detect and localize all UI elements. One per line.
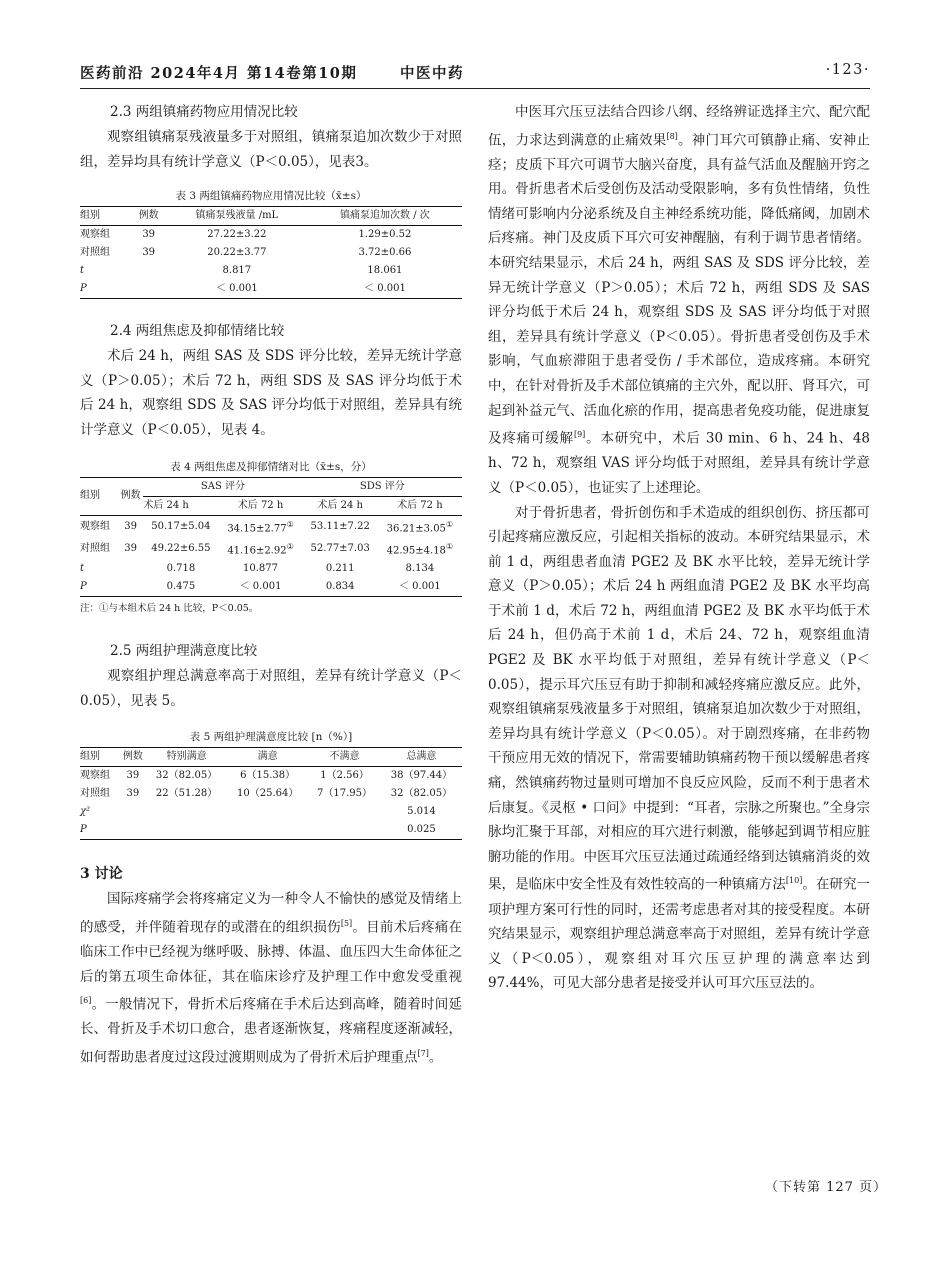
text-run: 。目前术后疼痛在临床工作中已经视为继呼吸、脉搏、体温、血压四大生命体征之后的第五项生命体征，其在临床诊疗及护理工作中愈发受重视 [80, 919, 463, 985]
citation-8: [8] [666, 131, 678, 141]
table-cell: 对照组 [80, 543, 110, 555]
table-cell [308, 803, 381, 821]
table-cell [227, 821, 308, 840]
section-2-4-title: 2.4 两组焦虑及抑郁情绪比较 [110, 323, 285, 340]
text-run: 国际疼痛学会将疼痛定义为一种令人不愉快的感觉及情绪上的感受，并伴随着现存的或潜在的组织损伤 [80, 891, 462, 936]
citation-9: [9] [573, 430, 586, 440]
discussion-paragraph-2 [488, 100, 870, 501]
table-cell: 10（25.64） [237, 788, 299, 800]
table-3-row [80, 280, 462, 299]
text-run: 。神门耳穴可镇静止痛、安神止痉；皮质下耳穴可调节大脑兴奋度，具有益气活血及醒脑开窍之用。骨折患者术后受创伤及活动受限影响，多有负性情绪，负性情绪可影响内分泌系统及自主神经系统功能，降低痛阈，加剧术后疼痛。神门及皮质下耳穴可安神醒脑，有利于调节患者情绪。本研究结果显示，术后 24 h，两组 SAS 及 SDS 评分比较，差异无统计学意义（P＞0.05）；术后 72 h，两组 SDS 及 SAS 评分均低于术后 24 h，观察组 SDS 及 SAS 评分均低于对照组，差异具有统计学意义（P＜0.05）。骨折患者受创伤及手术影响，气血瘀滞阻于患者受伤 / 手术部位，造成疼痛。本研究中，在针对骨折及手术部位镇痛的主穴外，配以肝、肾耳穴，可起到补益元气、活血化瘀的作用，提高患者免疫功能，促进康复及疼痛可缓解 [488, 132, 871, 447]
section-2-5-body: 观察组护理总满意率高于对照组，差异有统计学意义（P＜0.05），见表 5。 [80, 668, 462, 709]
table-cell: 39 [124, 520, 138, 532]
table-cell: ＜ 0.001 [398, 581, 441, 593]
table-cell: 39 [142, 247, 156, 259]
cell-value: 36.21±3.05 [386, 522, 446, 534]
table-4-row [80, 560, 462, 578]
table-cell: 22（51.28） [155, 788, 218, 800]
text-run: 。一般情况下，骨折术后疼痛在手术后达到高峰，随着时间延长、骨折及手术切口愈合，患者逐渐恢复，疼痛程度逐渐减轻，如何帮助患者度过这段过渡期则成为了骨折术后护理重点 [80, 996, 462, 1066]
table-3-row [80, 226, 462, 245]
table-5-header: 组别 [80, 751, 100, 763]
table-4-row [80, 515, 462, 538]
table-5-header: 例数 [122, 751, 143, 763]
table-cell: 18.061 [367, 265, 403, 277]
table-5-caption: 表 5 两组护理满意度比较 [n（%）] [189, 731, 353, 744]
table-3 [80, 206, 462, 299]
table-cell: ＜ 0.001 [239, 581, 282, 593]
table-cell: 3.72±0.66 [358, 247, 412, 259]
running-header [80, 62, 870, 84]
table-cell: 8.817 [222, 265, 252, 277]
table-5-header-row [80, 748, 462, 767]
table-cell: 对照组 [80, 788, 110, 800]
table-cell [378, 515, 462, 538]
table-cell [146, 821, 227, 840]
table-cell: 53.11±7.22 [310, 520, 370, 532]
table-5-header: 不满意 [329, 751, 360, 763]
table-cell: 8.134 [405, 563, 435, 575]
table-cell: 52.77±7.03 [310, 543, 370, 555]
text-run: 。本研究中，术后 30 min、6 h、24 h、48 h、72 h，观察组 VAS 评分均低于对照组，差异具有统计学意义（P＜0.05），也证实了上述理论。 [488, 430, 871, 496]
table-3-header: 镇痛泵残液量 /mL [195, 210, 279, 222]
table-cell: ＜ 0.001 [215, 283, 258, 295]
cell-value: 42.95±4.18 [386, 545, 446, 557]
table-cell: 27.22±3.22 [207, 229, 267, 241]
table-4-header: 术后 24 h [317, 499, 363, 511]
significance-mark: ① [286, 541, 294, 551]
table-cell [218, 538, 302, 560]
table-cell [308, 821, 381, 840]
table-cell: 32（82.05） [390, 788, 453, 800]
section-2-4-body: 术后 24 h，两组 SAS 及 SDS 评分比较，差异无统计学意义（P＞0.05）；术后 72 h，两组 SDS 及 SAS 评分均低于术后 24 h，观察组 SDS 及 SAS 评分均低于对照组，差异具有统计学意义（P＜0.05），见表 4。 [80, 348, 462, 438]
table-cell: t [80, 563, 85, 575]
table-cell: 1.29±0.52 [358, 229, 412, 241]
table-4-header: 术后 24 h [143, 499, 189, 511]
table-3-header: 镇痛泵追加次数 / 次 [340, 210, 430, 222]
left-column [80, 100, 462, 1070]
table-cell: t [80, 265, 85, 277]
table-cell: 39 [142, 229, 156, 241]
table-cell: ＜ 0.001 [364, 283, 406, 295]
cell-value: 34.15±2.77 [227, 522, 287, 534]
table-5-header: 特别满意 [166, 751, 207, 763]
table-cell: 0.025 [407, 824, 436, 836]
text-run: 中医耳穴压豆法结合四诊八纲、经络辨证选择主穴、配穴配伍，力求达到满意的止痛效果 [488, 104, 870, 149]
text-run: 。在研究一项护理方案可行性的同时，还需考虑患者对其的接受程度。本研究结果显示，观察组护理总满意率高于对照组，差异有统计学意义（P＜0.05），观察组对耳穴压豆护理的满意率达到 97.44%，可见大部分患者是接受并认可耳穴压豆法的。 [488, 876, 871, 992]
significance-mark: ① [445, 519, 454, 529]
table-cell [132, 280, 166, 299]
citation-6: [6] [80, 996, 92, 1006]
citation-7: [7] [417, 1048, 429, 1058]
cell-value: 41.16±2.92 [227, 545, 287, 557]
table-cell [146, 803, 227, 821]
table-5-header: 满意 [257, 751, 278, 763]
table-5-row [80, 821, 462, 840]
section-2-5-title: 2.5 两组护理满意度比较 [110, 643, 258, 660]
table-cell: 38（97.44） [390, 770, 453, 782]
table-cell: P [80, 581, 87, 593]
table-cell: 0.475 [166, 581, 196, 593]
table-4-header: 术后 72 h [237, 499, 284, 511]
table-4-note: 注：①与本组术后 24 h 比较，P＜0.05。 [80, 603, 259, 615]
table-cell: χ² [80, 806, 91, 818]
table-cell: 50.17±5.04 [151, 520, 211, 532]
table-3-caption: 表 3 两组镇痛药物应用情况比较（x̄±s） [175, 190, 367, 203]
table-cell: 0.718 [166, 563, 196, 575]
table-5 [80, 747, 462, 840]
table-4-header: 组别 [80, 477, 118, 515]
table-cell [378, 538, 462, 560]
table-cell: 20.22±3.77 [207, 247, 267, 259]
header-rule [80, 88, 870, 89]
discussion-paragraph-3 [488, 501, 870, 996]
table-cell: P [80, 824, 87, 836]
section-name: 中医中药 [400, 65, 464, 82]
table-5-row [80, 767, 462, 786]
table-cell: 5.014 [407, 806, 436, 818]
table-cell: 对照组 [80, 247, 110, 259]
table-4-row [80, 578, 462, 597]
table-cell [132, 262, 166, 280]
table-cell: 32（82.05） [155, 770, 218, 782]
table-cell: 7（17.95） [317, 788, 373, 800]
table-cell: 观察组 [80, 770, 110, 782]
table-4-row [80, 538, 462, 560]
table-cell: 10.877 [243, 563, 279, 575]
table-5-row [80, 803, 462, 821]
table-cell: 39 [126, 770, 140, 782]
page-number: ·123· [825, 62, 870, 78]
table-cell [118, 578, 143, 597]
citation-10: [10] [785, 876, 803, 886]
table-4-header: SDS 评分 [303, 477, 462, 496]
table-cell: 49.22±6.55 [151, 543, 211, 555]
table-cell: 0.834 [325, 581, 355, 593]
text-run: 对于骨折患者，骨折创伤和手术造成的组织创伤、挤压都可引起疼痛应激反应，引起相关指标的波动。本研究结果显示，术前 1 d，两组患者血清 PGE2 及 BK 水平比较，差异无统计学意义（P＞0.05）；术后 24 h 两组血清 PGE2 及 BK 水平均高于术前 1 d，术后 72 h，两组血清 PGE2 及 BK 水平均低于术后 24 h，但仍高于术前 1 d，术后 24、72 h，观察组血清 PGE2 及 BK 水平均低于对照组，差异有统计学意义（P＜0.05），提示耳穴压豆有助于抑制和减轻疼痛应激反应。此外，观察组镇痛泵残液量多于对照组，镇痛泵追加次数少于对照组，差异均具有统计学意义（P＜0.05）。对于剧烈疼痛，在非药物干预应用无效的情况下，常需要辅助镇痛药物干预以缓解患者疼痛，然镇痛药物过量则可增加不良反应风险，反而不利于患者术后康复。《灵枢 • 口问》中提到：“耳者，宗脉之所聚也。”全身宗脉均汇聚于耳部，对相应的耳穴进行刺激，能够起到调节相应脏腑功能的作用。中医耳穴压豆法通过疏通经络到达镇痛消炎的效果，是临床中安全性及有效性较高的一种镇痛方法 [488, 504, 870, 893]
table-4-caption: 表 4 两组焦虑及抑郁情绪对比（x̄±s，分） [170, 460, 372, 473]
right-column [488, 100, 870, 996]
table-cell: 0.211 [325, 563, 355, 575]
discussion-paragraph-1 [80, 887, 462, 1070]
table-4-header: SAS 评分 [143, 477, 302, 496]
section-2-3-body: 观察组镇痛泵残液量多于对照组，镇痛泵追加次数少于对照组，差异均具有统计学意义（P＜0.05），见表3。 [80, 129, 462, 170]
table-4-header: 例数 [118, 477, 143, 515]
table-3-header: 组别 [80, 210, 100, 222]
table-3-header-row [80, 207, 462, 226]
table-cell [218, 515, 302, 538]
table-cell: 39 [126, 788, 140, 800]
text-run: 。 [428, 1049, 443, 1066]
journal-info: 医药前沿 2024年4月 第14卷第10期 [80, 65, 358, 82]
table-cell: 6（15.38） [240, 770, 296, 782]
section-3-title: 3 讨论 [80, 866, 123, 883]
table-4 [80, 477, 462, 598]
section-2-3-title: 2.3 两组镇痛药物应用情况比较 [110, 104, 298, 120]
table-4-header-row-1 [80, 477, 462, 496]
table-5-header: 总满意 [406, 751, 437, 763]
table-3-row [80, 262, 462, 280]
citation-5: [5] [340, 919, 353, 928]
table-cell [118, 560, 143, 578]
table-cell [120, 821, 146, 840]
continued-note: （下转第 127 页） [765, 1180, 888, 1195]
table-5-row [80, 785, 462, 803]
table-cell: 观察组 [80, 229, 110, 241]
table-cell: 39 [124, 543, 138, 555]
significance-mark: ① [445, 541, 454, 551]
significance-mark: ① [286, 519, 294, 529]
table-3-header: 例数 [138, 210, 159, 222]
table-3-row [80, 244, 462, 262]
table-cell [120, 803, 146, 821]
table-cell: P [80, 283, 87, 295]
table-cell: 1（2.56） [320, 770, 369, 782]
table-4-header: 术后 72 h [397, 499, 443, 511]
table-cell: 观察组 [80, 520, 110, 532]
table-cell [227, 803, 308, 821]
